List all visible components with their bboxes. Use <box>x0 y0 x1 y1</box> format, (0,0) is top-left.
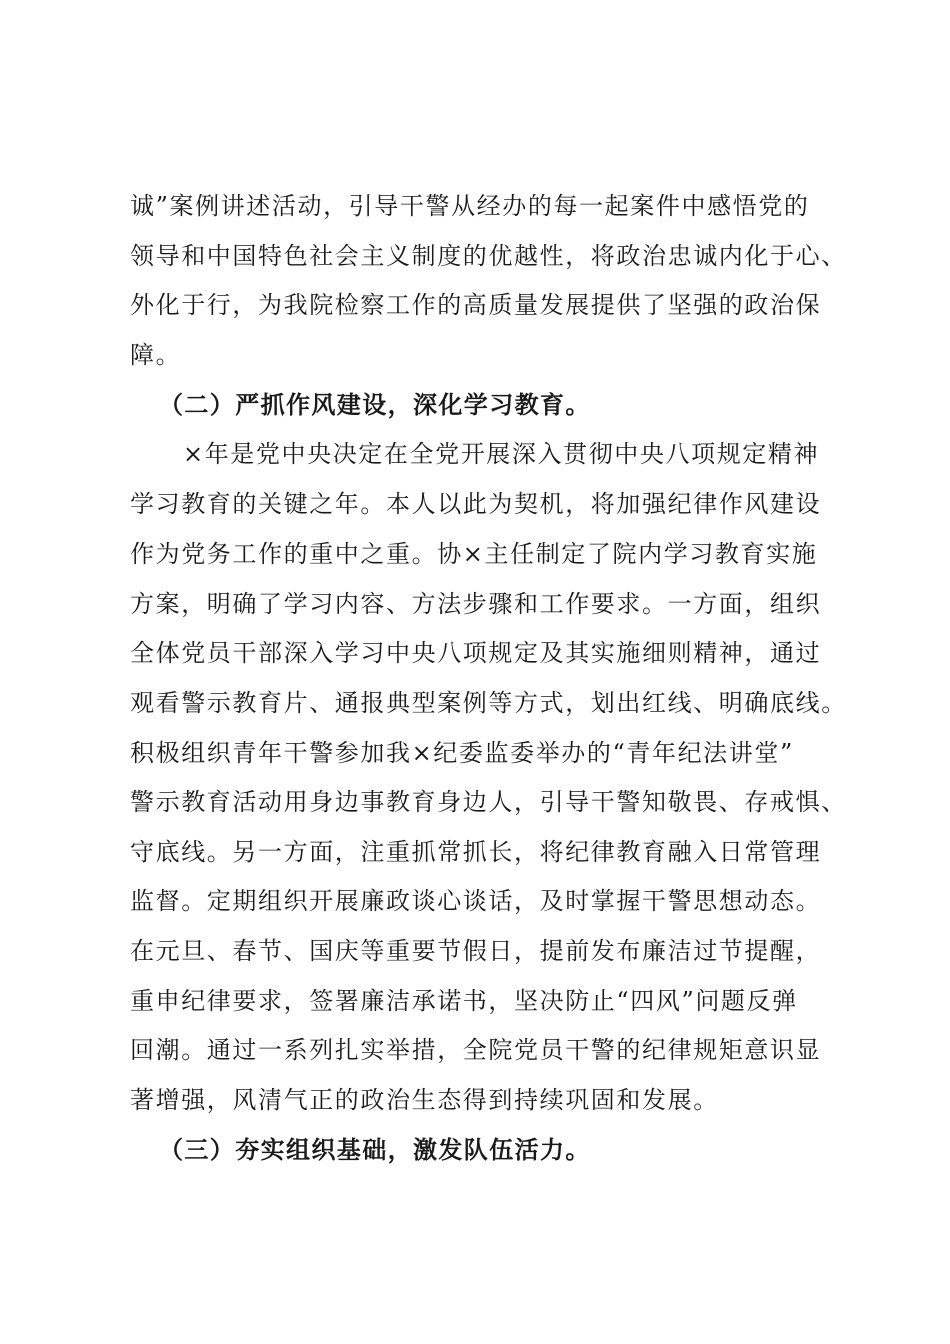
paragraph-line: 著增强，风清气正的政治生态得到持续巩固和发展。 <box>130 1086 719 1114</box>
paragraph-line: 积极组织青年干警参加我×纪委监委举办的“青年纪法讲堂” <box>130 739 794 767</box>
section-heading: （二）严抓作风建设，深化学习教育。 <box>159 391 591 419</box>
paragraph-line: 重申纪律要求，签署廉洁承诺书，坚决防止“四风”问题反弹 <box>130 987 798 1015</box>
paragraph-line: 学习教育的关键之年。本人以此为契机，将加强纪律作风建设 <box>130 490 822 518</box>
paragraph-line: 领导和中国特色社会主义制度的优越性，将政治忠诚内化于心、 <box>130 242 847 270</box>
paragraph-line: 守底线。另一方面，注重抓常抓长，将纪律教育融入日常管理 <box>130 838 822 866</box>
paragraph-line: 方案，明确了学习内容、方法步骤和工作要求。一方面，组织 <box>130 590 822 618</box>
paragraph-line: 观看警示教育片、通报典型案例等方式，划出红线、明确底线。 <box>130 689 847 717</box>
paragraph-line: 在元旦、春节、国庆等重要节假日，提前发布廉洁过节提醒， <box>130 937 822 965</box>
paragraph-line: 诚”案例讲述活动，引导干警从经办的每一起案件中感悟党的 <box>130 192 810 220</box>
paragraph-line: 警示教育活动用身边事教育身边人，引导干警知敬畏、存戒惧、 <box>130 788 847 816</box>
paragraph-line: 障。 <box>130 341 182 369</box>
paragraph-line: 回潮。通过一系列扎实举措，全院党员干警的纪律规矩意识显 <box>130 1036 822 1064</box>
paragraph-line: 全体党员干部深入学习中央八项规定及其实施细则精神，通过 <box>130 639 822 667</box>
paragraph-line: ×年是党中央决定在全党开展深入贯彻中央八项规定精神 <box>183 440 820 468</box>
paragraph-line: 外化于行，为我院检察工作的高质量发展提供了坚强的政治保 <box>130 291 822 319</box>
section-heading: （三）夯实组织基础，激发队伍活力。 <box>159 1136 591 1164</box>
paragraph-line: 监督。定期组织开展廉政谈心谈话，及时掌握干警思想动态。 <box>130 887 822 915</box>
paragraph-line: 作为党务工作的重中之重。协×主任制定了院内学习教育实施 <box>130 540 818 568</box>
